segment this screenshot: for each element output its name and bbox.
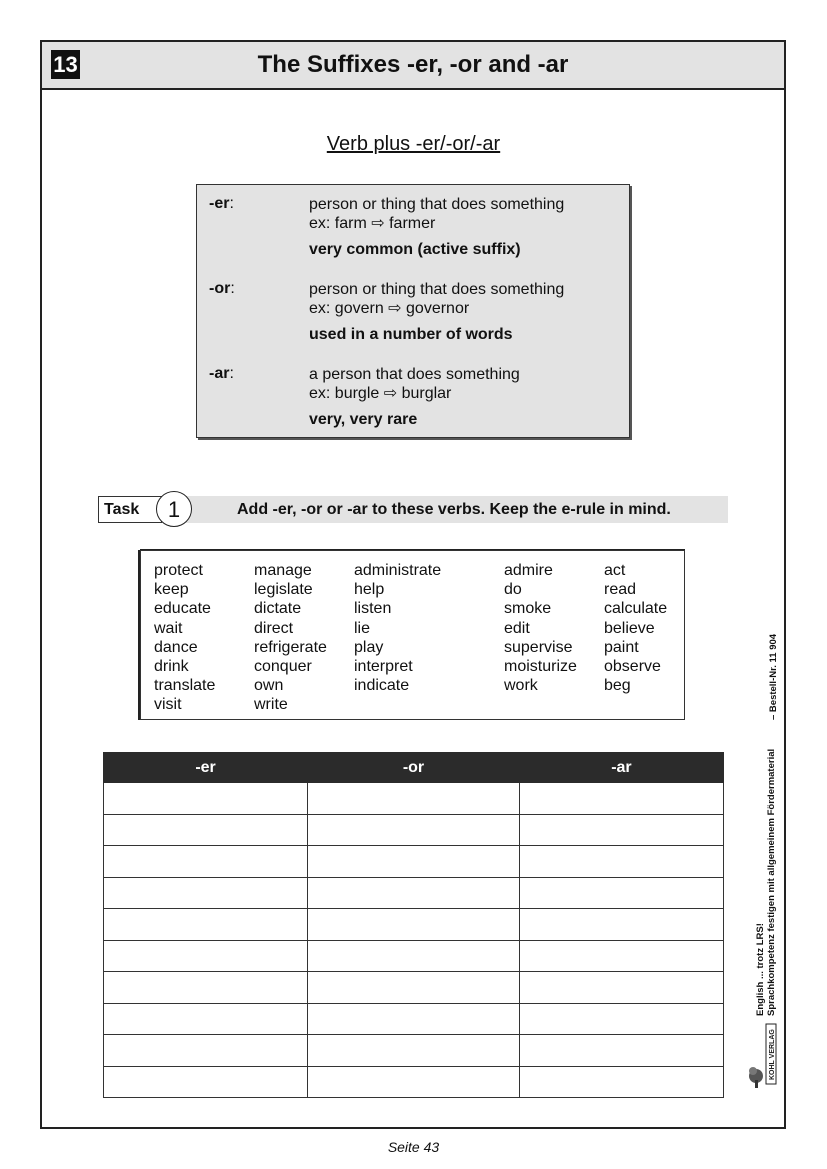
verb-item: wait xyxy=(154,619,183,637)
answer-cell[interactable] xyxy=(308,972,520,1004)
verb-column xyxy=(504,561,577,695)
answer-cell[interactable] xyxy=(308,877,520,909)
verb-item: legislate xyxy=(254,581,313,599)
verb-item: lie xyxy=(354,619,371,637)
answer-cell[interactable] xyxy=(308,1066,520,1098)
rule-definition: person or thing that does something xyxy=(309,196,565,213)
verb-column xyxy=(604,561,667,695)
verb-item: listen xyxy=(354,600,392,618)
rule-note: very common (active suffix) xyxy=(309,241,521,258)
example-base: ex: burgle xyxy=(309,385,380,402)
answer-row xyxy=(104,972,724,1004)
answer-cell[interactable] xyxy=(104,877,308,909)
verb-item: interpret xyxy=(354,658,413,676)
verb-item: own xyxy=(254,677,284,695)
verb-item: help xyxy=(354,581,385,599)
task-number-circle: 1 xyxy=(156,491,192,527)
answer-cell[interactable] xyxy=(308,940,520,972)
answer-cell[interactable] xyxy=(104,972,308,1004)
rule-suffix: -ar xyxy=(209,365,230,382)
answer-cell[interactable] xyxy=(519,940,723,972)
answer-cell[interactable] xyxy=(308,846,520,878)
publisher-logo xyxy=(747,1022,777,1090)
answer-cell[interactable] xyxy=(104,814,308,846)
answer-cell[interactable] xyxy=(104,1003,308,1035)
verb-item: believe xyxy=(604,619,655,637)
answer-cell[interactable] xyxy=(104,909,308,941)
verb-item: admire xyxy=(504,562,553,579)
section-subtitle: Verb plus -er/-or/-ar xyxy=(326,133,501,155)
answer-cell[interactable] xyxy=(104,783,308,815)
verb-item: work xyxy=(504,677,538,695)
verb-list-box xyxy=(140,550,685,720)
verb-item: read xyxy=(604,581,637,599)
example-base: ex: govern xyxy=(309,300,384,317)
verb-item: observe xyxy=(604,658,661,676)
publication-subtitle: Sprachkompetenz festigen mit allgemeinem Fördermaterial xyxy=(766,748,777,1016)
answer-row xyxy=(104,846,724,878)
answer-table xyxy=(103,752,724,1098)
column-header-ar: -ar xyxy=(519,753,723,783)
verb-item: educate xyxy=(154,600,211,618)
task-instruction: Add -er, -or or -ar to these verbs. Keep the e-rule in mind. xyxy=(237,501,671,518)
verb-item: beg xyxy=(604,677,631,695)
answer-cell[interactable] xyxy=(519,877,723,909)
verb-item: act xyxy=(604,562,626,579)
verb-item: manage xyxy=(254,562,312,579)
example-result: farmer xyxy=(389,215,436,232)
verb-item: dictate xyxy=(254,600,302,618)
rule-suffix: -er xyxy=(209,195,230,212)
answer-cell[interactable] xyxy=(519,909,723,941)
publisher-name: KOHL VERLAG xyxy=(769,1029,776,1080)
verb-item: protect xyxy=(154,562,203,579)
answer-cell[interactable] xyxy=(519,783,723,815)
answer-cell[interactable] xyxy=(308,783,520,815)
answer-cell[interactable] xyxy=(104,1035,308,1067)
answer-cell[interactable] xyxy=(519,1066,723,1098)
rule-suffix: -or xyxy=(209,280,231,297)
publication-info xyxy=(755,749,777,1016)
answer-row xyxy=(104,1035,724,1067)
verb-item: do xyxy=(504,581,522,599)
task-label: Task xyxy=(98,496,162,523)
verb-item: administrate xyxy=(354,562,442,579)
verb-item: direct xyxy=(254,619,294,637)
verb-item: refrigerate xyxy=(254,638,327,656)
arrow-icon: ⇨ xyxy=(371,215,385,232)
unit-number-badge: 13 xyxy=(51,50,80,79)
verb-item: visit xyxy=(154,696,182,714)
order-number: – Bestell-Nr. 11 904 xyxy=(768,633,779,720)
example-result: burglar xyxy=(401,385,452,402)
example-result: governor xyxy=(406,300,470,317)
answer-cell[interactable] xyxy=(519,1035,723,1067)
verb-item: paint xyxy=(604,638,639,656)
answer-row xyxy=(104,909,724,941)
rule-definition: person or thing that does something xyxy=(309,281,565,298)
answer-cell[interactable] xyxy=(308,1035,520,1067)
page-header xyxy=(42,42,784,90)
verb-item: conquer xyxy=(254,658,312,676)
answer-cell[interactable] xyxy=(104,1066,308,1098)
verb-item: dance xyxy=(154,638,198,656)
answer-row xyxy=(104,1003,724,1035)
column-header-or: -or xyxy=(308,753,520,783)
verb-item: drink xyxy=(154,658,189,676)
arrow-icon: ⇨ xyxy=(388,300,402,317)
answer-cell[interactable] xyxy=(308,1003,520,1035)
verb-item: edit xyxy=(504,619,530,637)
answer-cell[interactable] xyxy=(519,846,723,878)
answer-cell[interactable] xyxy=(104,846,308,878)
page-title: The Suffixes -er, -or and -ar xyxy=(257,51,569,78)
answer-row xyxy=(104,1066,724,1098)
verb-item: indicate xyxy=(354,677,410,695)
verb-item: write xyxy=(254,696,288,714)
answer-cell[interactable] xyxy=(104,940,308,972)
answer-row xyxy=(104,783,724,815)
answer-row xyxy=(104,877,724,909)
example-base: ex: farm xyxy=(309,215,367,232)
verb-item: play xyxy=(354,638,384,656)
verb-item: translate xyxy=(154,677,216,695)
verb-column xyxy=(254,561,327,715)
answer-row xyxy=(104,814,724,846)
answer-cell[interactable] xyxy=(519,814,723,846)
verb-item: calculate xyxy=(604,600,668,618)
verb-item: keep xyxy=(154,581,189,599)
verb-item: smoke xyxy=(504,600,552,618)
rule-definition: a person that does something xyxy=(309,366,520,383)
page-footer: Seite 43 xyxy=(387,1139,440,1155)
rule-note: used in a number of words xyxy=(309,326,513,343)
verb-column xyxy=(354,561,441,695)
answer-cell[interactable] xyxy=(308,909,520,941)
verb-column xyxy=(154,561,215,715)
column-header-er: -er xyxy=(104,753,308,783)
answer-cell[interactable] xyxy=(519,1003,723,1035)
verb-item: moisturize xyxy=(504,658,577,676)
answer-row xyxy=(104,940,724,972)
arrow-icon: ⇨ xyxy=(383,385,398,402)
answer-cell[interactable] xyxy=(308,814,520,846)
suffix-rules-box: -er: person or thing that does something ex: farm ⇨ farmer very common (active suffix) -or: person or thing that does something ex: govern ⇨ governor used in a number of words -ar: a person that does something ex: burgle ⇨ burglar very, very rare xyxy=(196,184,630,438)
verb-item: supervise xyxy=(504,638,573,656)
rule-note: very, very rare xyxy=(309,411,418,428)
answer-cell[interactable] xyxy=(519,972,723,1004)
publication-title: English ... trotz LRS! xyxy=(755,923,766,1016)
